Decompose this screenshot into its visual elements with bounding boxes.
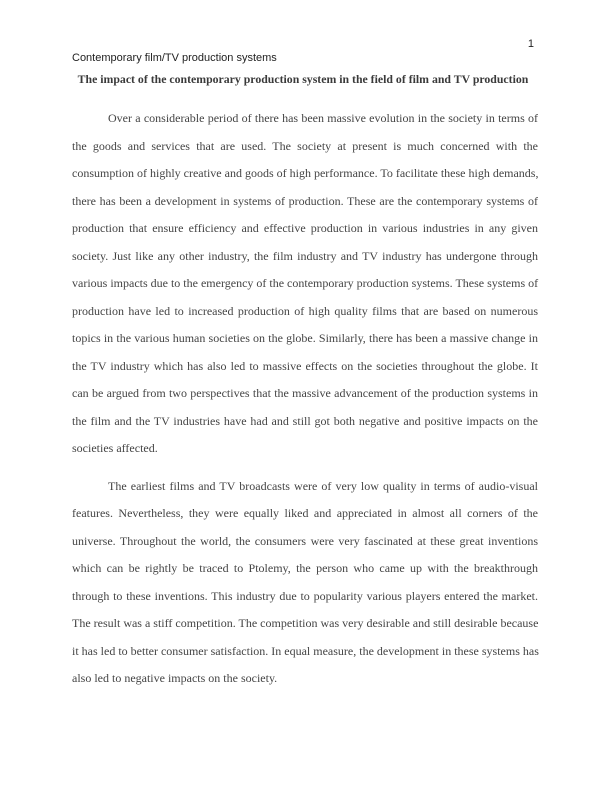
text-line: there has been a development in systems of production. These are the contemporary systems of <box>72 193 538 208</box>
text-line: also led to negative impacts on the society. <box>72 671 278 685</box>
text-line: it has led to better consumer satisfaction. In equal measure, the development in these systems has <box>72 643 539 658</box>
text-line: topics in the various human societies on the globe. Similarly, there has been a massive change in <box>72 331 538 345</box>
paragraph-2 <box>72 473 538 693</box>
text-line: universe. Throughout the world, the consumers were very fascinated at these great inventions <box>72 533 538 548</box>
text-line: production have led to increased production of high quality films that are based on numerous <box>72 303 538 318</box>
page-number: 1 <box>527 38 534 50</box>
paragraph-1 <box>72 105 538 463</box>
text-line: various impacts due to the emergency of the contemporary production systems. These systems of <box>72 276 539 290</box>
text-line: society. Just like any other industry, the film industry and TV industry has undergone through <box>72 248 538 263</box>
text-line: which can be rightly be traced to Ptolemy, the person who came up with the breakthrough <box>72 561 538 575</box>
text-line: The result was a stiff competition. The competition was very desirable and still desirable because <box>72 616 539 630</box>
text-line: features. Nevertheless, they were equally liked and appreciated in almost all corners of the <box>72 506 538 520</box>
running-head: Contemporary film/TV production systems <box>72 52 277 64</box>
text-line: can be argued from two perspectives that the massive advancement of the production systems in <box>72 386 538 400</box>
text-line: Over a considerable period of there has been massive evolution in the society in terms of <box>108 111 538 125</box>
text-line: the film and the TV industries have had and still got both negative and positive impacts on the <box>72 413 538 428</box>
text-line: consumption of highly creative and goods of high performance. To facilitate these high demands, <box>72 166 539 180</box>
text-line: societies affected. <box>72 441 158 455</box>
text-line: The earliest films and TV broadcasts were of very low quality in terms of audio-visual <box>108 478 538 493</box>
text-line: the TV industry which has also led to massive effects on the societies throughout the globe. It <box>72 358 538 373</box>
paragraph-spacer <box>72 463 538 473</box>
document-body <box>72 105 538 693</box>
text-line: the goods and services that are used. The society at present is much concerned with the <box>72 138 538 153</box>
text-line: through to these inventions. This industry due to popularity various players entered the market. <box>72 588 538 603</box>
text-line: production that ensure efficiency and effective production in various industries in any given <box>72 221 538 235</box>
document-title: The impact of the contemporary production system in the field of film and TV production <box>77 72 529 86</box>
